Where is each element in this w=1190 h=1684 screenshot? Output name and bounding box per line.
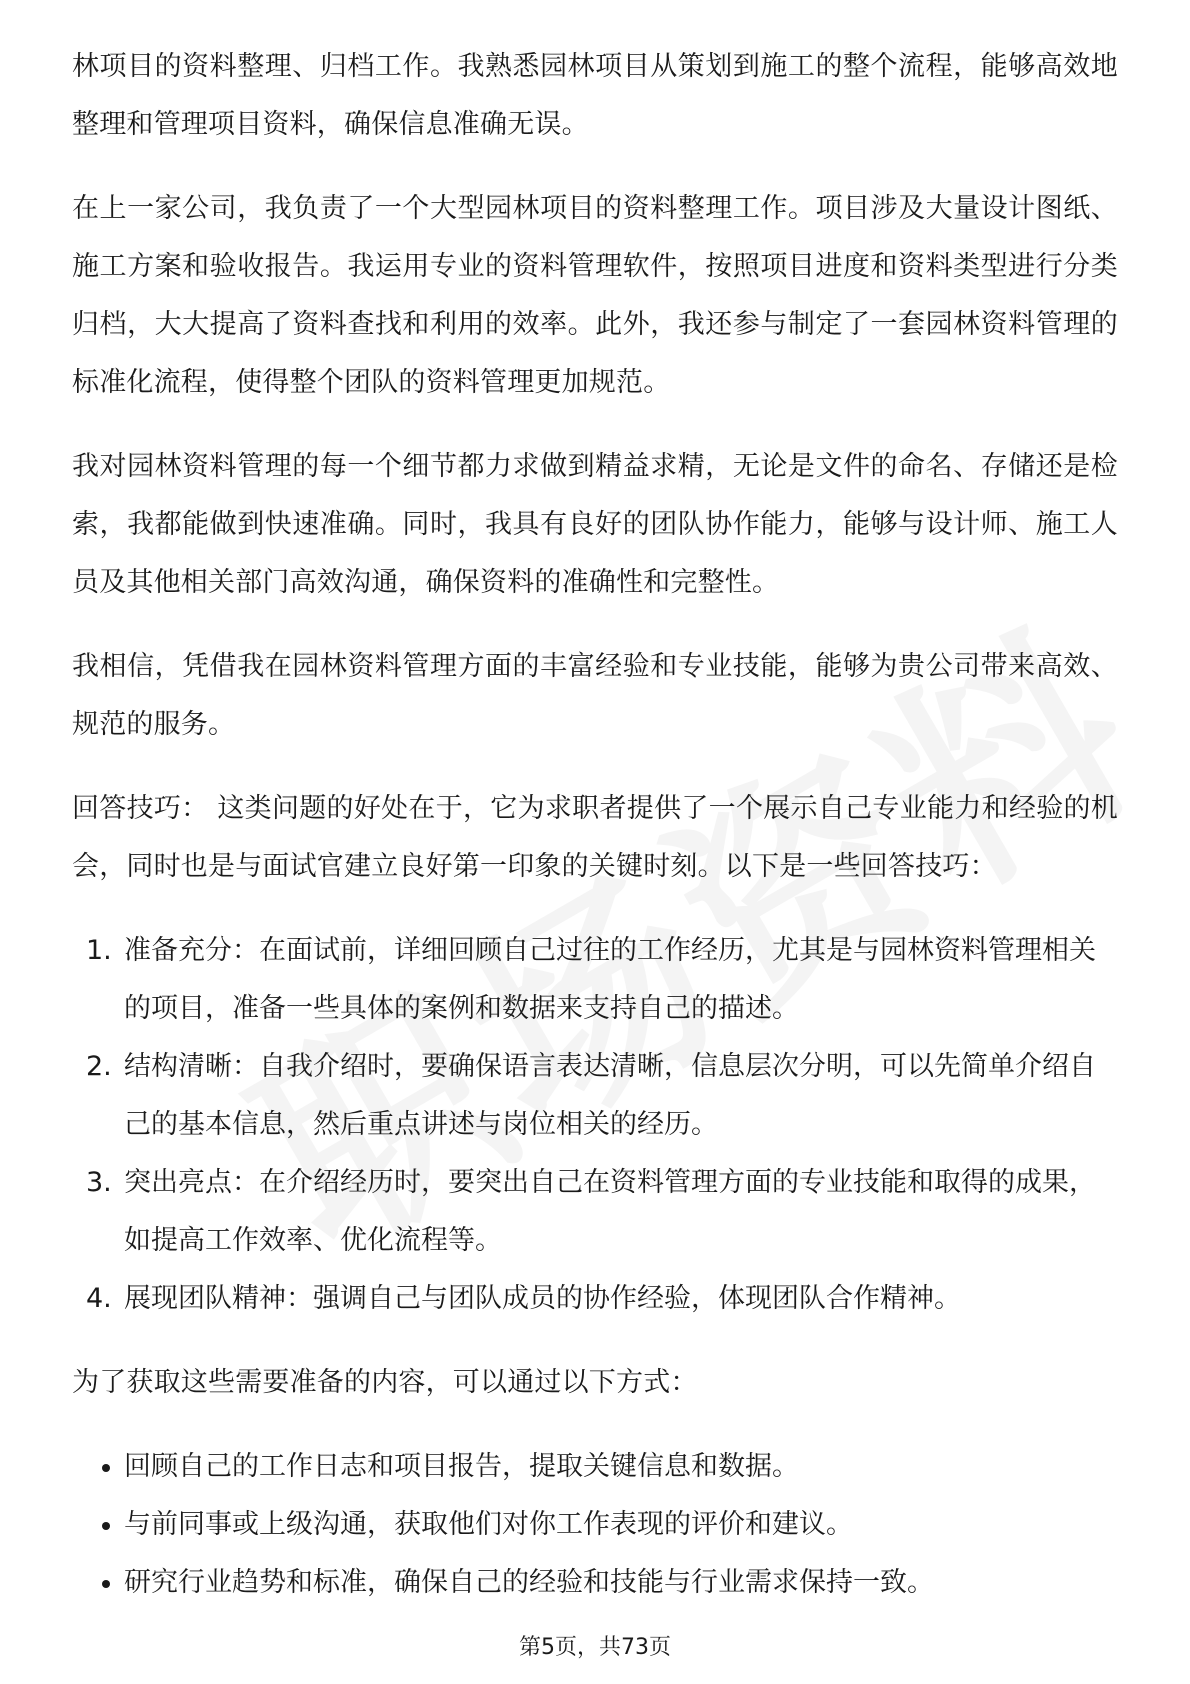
list-item <box>72 1270 1118 1328</box>
bullet-icon <box>102 1522 110 1530</box>
paragraph-previous-company: 在上一家公司，我负责了一个大型园林项目的资料整理工作。项目涉及大量设计图纸、施工方案和验收报告。我运用专业的资料管理软件，按照项目进度和资料类型进行分类归档，大大提高了资料查找和利用的效率。此外，我还参与制定了一套园林资料管理的标准化流程，使得整个团队的资料管理更加规范。 <box>72 193 1118 398</box>
list-item-number: 1. <box>86 935 112 966</box>
paragraph-closing: 我相信，凭借我在园林资料管理方面的丰富经验和专业技能，能够为贵公司带来高效、规范的服务。 <box>72 651 1118 740</box>
paragraph-prep-intro: 为了获取这些需要准备的内容，可以通过以下方式： <box>72 1367 698 1398</box>
paragraph-attention-to-detail: 我对园林资料管理的每一个细节都力求做到精益求精，无论是文件的命名、存储还是检索，我都能做到快速准确。同时，我具有良好的团队协作能力，能够与设计师、施工人员及其他相关部门高效沟通，确保资料的准确性和完整性。 <box>72 451 1118 598</box>
list-item-text: 研究行业趋势和标准，确保自己的经验和技能与行业需求保持一致。 <box>124 1567 934 1598</box>
list-item <box>72 1496 1118 1554</box>
list-item <box>72 922 1118 1038</box>
document-body <box>72 38 1118 1638</box>
list-item-text: 回顾自己的工作日志和项目报告，提取关键信息和数据。 <box>124 1451 799 1482</box>
bullet-icon <box>102 1464 110 1472</box>
tips-list <box>72 922 1118 1328</box>
list-item <box>72 1038 1118 1154</box>
list-item <box>72 1438 1118 1496</box>
list-item-text: 结构清晰：自我介绍时，要确保语言表达清晰，信息层次分明，可以先简单介绍自己的基本信息，然后重点讲述与岗位相关的经历。 <box>124 1051 1096 1140</box>
list-item-text: 展现团队精神：强调自己与团队成员的协作经验，体现团队合作精神。 <box>124 1283 961 1314</box>
list-item-text: 与前同事或上级沟通，获取他们对你工作表现的评价和建议。 <box>124 1509 853 1540</box>
list-item-text: 准备充分：在面试前，详细回顾自己过往的工作经历，尤其是与园林资料管理相关的项目，准备一些具体的案例和数据来支持自己的描述。 <box>124 935 1096 1024</box>
page-number: 第5页，共73页 <box>519 1635 671 1660</box>
paragraph-intro-continued: 林项目的资料整理、归档工作。我熟悉园林项目从策划到施工的整个流程，能够高效地整理和管理项目资料，确保信息准确无误。 <box>72 51 1118 140</box>
list-item-number: 2. <box>86 1051 112 1082</box>
list-item <box>72 1154 1118 1270</box>
list-item <box>72 1554 1118 1612</box>
paragraph-answer-tips: 回答技巧： 这类问题的好处在于，它为求职者提供了一个展示自己专业能力和经验的机会，同时也是与面试官建立良好第一印象的关键时刻。以下是一些回答技巧： <box>72 793 1118 882</box>
list-item-text: 突出亮点：在介绍经历时，要突出自己在资料管理方面的专业技能和取得的成果，如提高工作效率、优化流程等。 <box>124 1167 1096 1256</box>
list-item-number: 4. <box>86 1283 112 1314</box>
bullet-icon <box>102 1580 110 1588</box>
prep-list <box>72 1438 1118 1612</box>
list-item-number: 3. <box>86 1167 112 1198</box>
